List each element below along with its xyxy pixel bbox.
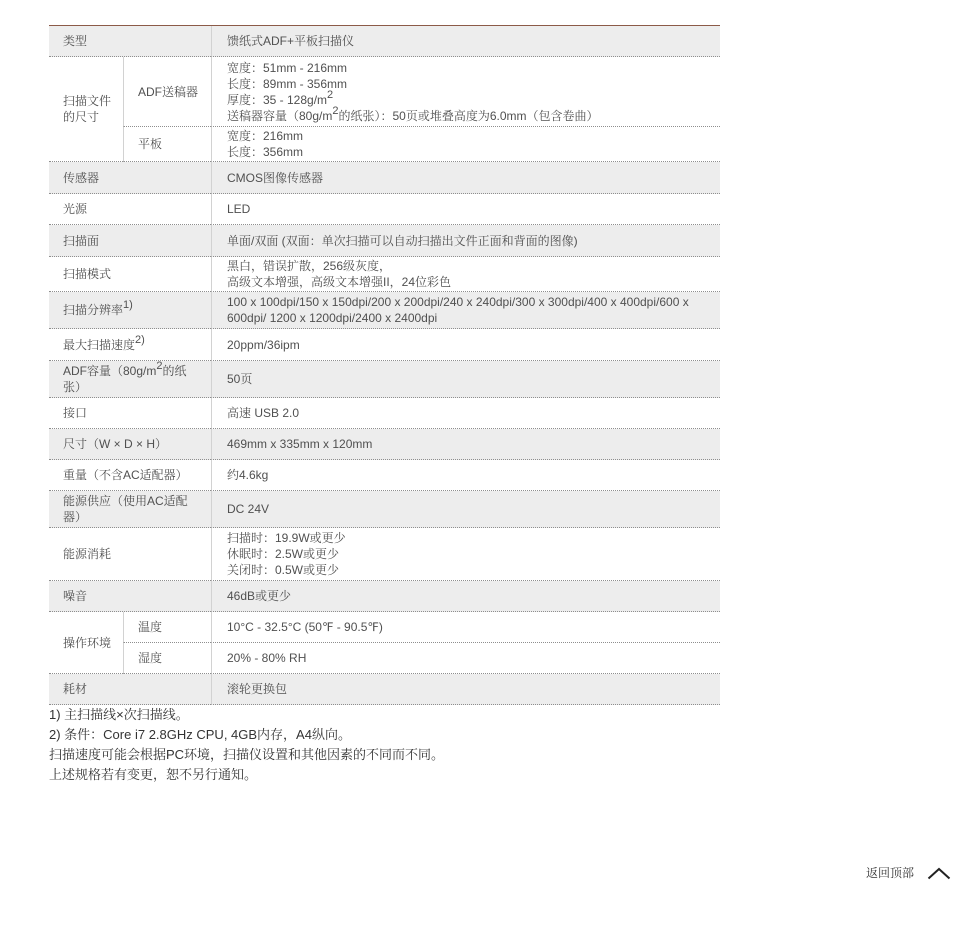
spec-value-line-text: 的纸张）：50页或堆叠高度为6.0mm（包含卷曲） [338, 108, 599, 123]
spec-label-text: 类型 [63, 34, 88, 48]
spec-value-text: 10°C - 32.5°C (50℉ - 90.5℉) [227, 620, 383, 634]
spec-value-light-source [211, 194, 720, 225]
spec-sublabel-temperature [123, 612, 211, 643]
spec-value-text: 50页 [227, 372, 253, 386]
spec-sublabel-text: 温度 [138, 620, 163, 634]
spec-value-adf-feeder [211, 57, 720, 127]
spec-sublabel-flatbed [123, 127, 211, 162]
spec-label-text [63, 360, 191, 395]
spec-table [49, 25, 720, 705]
footnote-2: 2) 条件：Core i7 2.8GHz CPU, 4GB内存，A4纵向。 [49, 727, 351, 742]
spec-value-dimensions [211, 429, 720, 460]
spec-value-text: 单面/双面 (双面：单次扫描可以自动扫描出文件正面和背面的图像) [227, 233, 578, 248]
spec-value-text: 100 x 100dpi/150 x 150dpi/200 x 200dpi/240 x 240dpi/300 x 300dpi/400 x 400dpi/600 x 600dpi/ 1200 x 1200dpi/2400 x 2400dpi [227, 295, 689, 325]
superscript-2: 2 [156, 360, 163, 372]
spec-label-text: 操作环境 [63, 635, 112, 650]
spec-value-line: 宽度：216mm [227, 129, 304, 143]
spec-value-power-consumption [211, 528, 720, 581]
spec-value-lines [227, 60, 708, 124]
spec-label-scan-size [49, 57, 123, 162]
spec-value-line [227, 88, 708, 108]
spec-value-line: 关闭时：0.5W或更少 [227, 563, 340, 577]
spec-label-text: 扫描模式 [63, 267, 112, 281]
footnote-speed-note: 扫描速度可能会根据PC环境，扫描仪设置和其他因素的不同而不同。 [49, 747, 445, 762]
spec-label-text: 噪音 [63, 589, 88, 603]
footnote-ref-1: 1) [123, 299, 133, 311]
back-to-top-label[interactable]: 返回顶部 [866, 866, 915, 880]
spec-value-text: 20% - 80% RH [227, 651, 307, 665]
spec-label-text: 光源 [63, 202, 88, 216]
spec-label-text: 尺寸（W × D × H） [63, 437, 168, 451]
spec-label-max-speed [49, 329, 211, 361]
superscript-2: 2 [327, 88, 334, 101]
spec-value-weight [211, 460, 720, 491]
spec-label-noise [49, 581, 211, 612]
spec-value-text: 高速 USB 2.0 [227, 406, 300, 420]
spec-sublabel-humidity [123, 643, 211, 674]
spec-value-line-text: 厚度：35 - 128g/m [227, 92, 328, 107]
spec-value-scan-mode [211, 257, 720, 292]
spec-sublabel-text: 湿度 [138, 651, 163, 665]
spec-value-text: DC 24V [227, 502, 270, 516]
spec-value-line: 休眠时：2.5W或更少 [227, 547, 340, 561]
spec-value-text: 20ppm/36ipm [227, 337, 300, 352]
spec-label-text: 接口 [63, 406, 88, 420]
spec-label-weight [49, 460, 211, 491]
spec-value-type [211, 26, 720, 57]
spec-value-text: LED [227, 202, 251, 216]
spec-label-consumables [49, 674, 211, 705]
spec-label-interface [49, 398, 211, 429]
footnotes [49, 705, 749, 785]
spec-value-flatbed [211, 127, 720, 162]
spec-label-main: 扫描分辨率 [63, 303, 124, 317]
spec-label-adf-capacity [49, 361, 211, 398]
spec-sublabel-adf-feeder [123, 57, 211, 127]
spec-value-resolution [211, 292, 720, 329]
spec-value-line: 长度：356mm [227, 145, 304, 159]
spec-value-noise [211, 581, 720, 612]
spec-label-light-source [49, 194, 211, 225]
spec-label-text: 重量（不含AC适配器） [63, 468, 188, 482]
spec-label-text: 耗材 [63, 682, 88, 696]
spec-value-lines [227, 128, 708, 160]
spec-value-consumables [211, 674, 720, 705]
chevron-up-icon[interactable] [927, 867, 951, 880]
spec-label-scan-side [49, 225, 211, 257]
spec-value-humidity [211, 643, 720, 674]
spec-label-power-consumption [49, 528, 211, 581]
spec-value-text: CMOS图像传感器 [227, 170, 324, 185]
spec-value-text: 469mm x 335mm x 120mm [227, 437, 373, 451]
superscript-2: 2 [332, 104, 339, 117]
spec-label-text: 扫描文件的尺寸 [63, 94, 112, 124]
spec-value-text: 馈纸式ADF+平板扫描仪 [227, 34, 355, 48]
spec-value-max-speed [211, 329, 720, 361]
spec-value-adf-capacity [211, 361, 720, 398]
spec-label-text: 传感器 [63, 170, 100, 185]
spec-label-sensor [49, 162, 211, 194]
spec-label-scan-mode [49, 257, 211, 292]
spec-value-line: 黑白，错误扩散，256级灰度， [227, 259, 392, 273]
spec-value-text: 滚轮更换包 [227, 682, 288, 696]
footnote-1: 1) 主扫描线×次扫描线。 [49, 707, 189, 722]
spec-value-interface [211, 398, 720, 429]
spec-value-text: 46dB或更少 [227, 589, 292, 603]
spec-value-line: 长度：89mm - 356mm [227, 76, 348, 91]
spec-value-line: 高级文本增强，高级文本增强II，24位彩色 [227, 275, 452, 289]
spec-value-line: 宽度：51mm - 216mm [227, 60, 348, 75]
spec-value-scan-side [211, 225, 720, 257]
footnote-ref-2: 2) [135, 333, 145, 346]
spec-label-text: 扫描面 [63, 233, 100, 248]
spec-label-main: 最大扫描速度 [63, 337, 136, 352]
spec-value-lines [227, 258, 708, 290]
footnote-change-notice: 上述规格若有变更，恕不另行通知。 [49, 767, 258, 782]
spec-sublabel-text: ADF送稿器 [138, 84, 199, 99]
spec-value-sensor [211, 162, 720, 194]
spec-label-resolution [49, 292, 211, 329]
spec-label-power-supply [49, 491, 211, 528]
spec-label-environment [49, 612, 123, 674]
spec-label-dimensions [49, 429, 211, 460]
spec-label-text: 能源消耗 [63, 547, 112, 561]
spec-value-text: 约4.6kg [227, 468, 269, 482]
spec-value-line: 扫描时：19.9W或更少 [227, 531, 346, 545]
spec-sublabel-text: 平板 [138, 137, 163, 151]
spec-label-after: 的纸张） [63, 364, 187, 394]
spec-label-text [63, 333, 191, 353]
spec-label-text: 能源供应（使用AC适配器） [63, 494, 188, 524]
spec-value-line-text: 送稿器容量（80g/m [227, 108, 333, 123]
spec-value-temperature [211, 612, 720, 643]
spec-value-lines [227, 530, 708, 578]
spec-value-power-supply [211, 491, 720, 528]
spec-label-text [63, 299, 191, 318]
spec-value-line [227, 104, 708, 124]
spec-label-main: ADF容量（80g/m [63, 364, 157, 378]
back-to-top-link[interactable] [866, 864, 951, 882]
spec-label-type [49, 26, 211, 57]
